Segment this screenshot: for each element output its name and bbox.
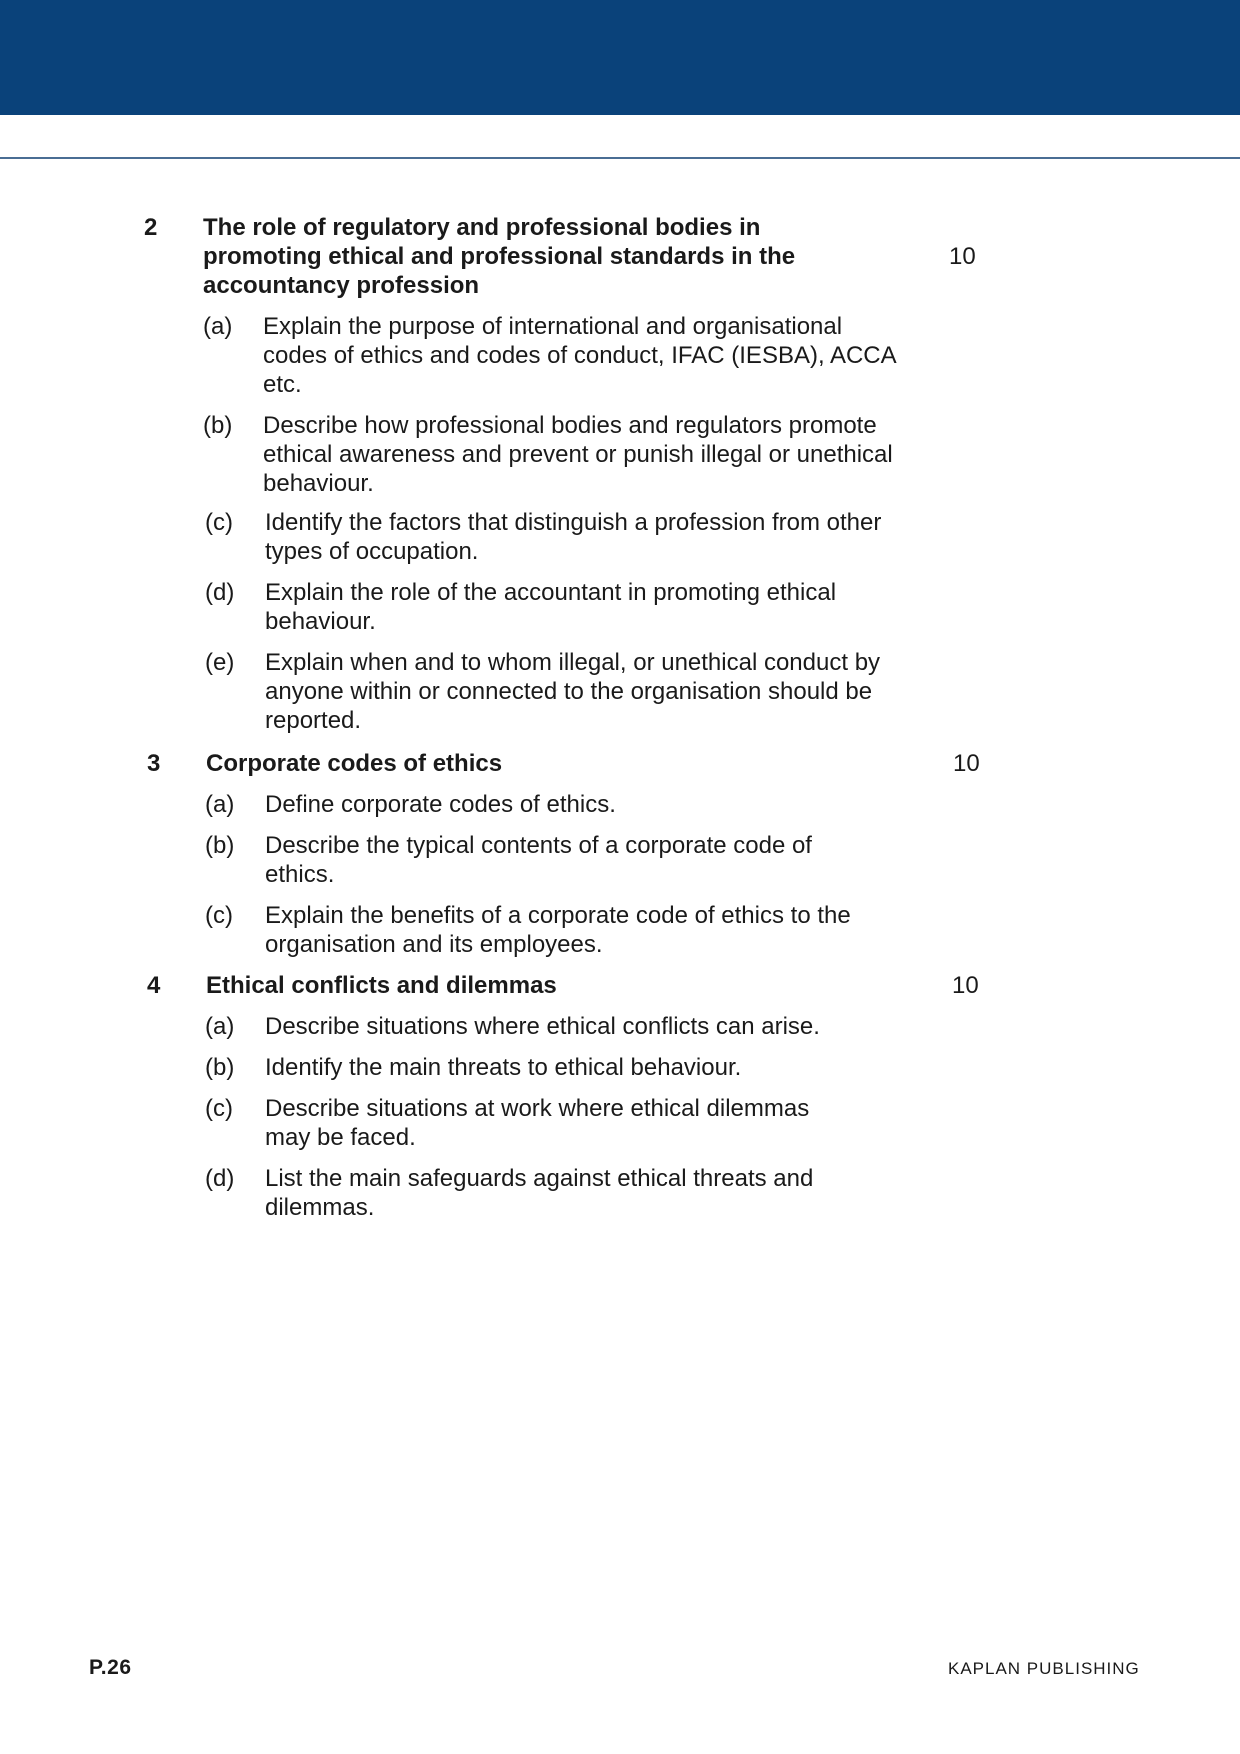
header-rule (0, 157, 1240, 159)
publisher-name: KAPLAN PUBLISHING (948, 1659, 1140, 1678)
item-letter: (b) (205, 832, 235, 859)
item-text: Explain when and to whom illegal, or unethical conduct by anyone within or connected to the organisation should be reported. (265, 649, 881, 734)
list-item (205, 790, 905, 820)
list-item (203, 312, 903, 402)
section-number: 2 (144, 214, 158, 241)
list-item (205, 578, 905, 638)
item-letter: (b) (203, 412, 233, 439)
list-item (205, 648, 905, 738)
list-item (205, 508, 905, 568)
list-item (205, 901, 905, 961)
item-letter: (d) (205, 579, 235, 606)
section-number: 4 (147, 972, 161, 999)
item-letter: (e) (205, 649, 235, 676)
item-letter: (a) (205, 1013, 235, 1040)
item-text: Describe situations where ethical conflicts can arise. (265, 1013, 820, 1040)
item-letter: (b) (205, 1054, 235, 1081)
list-item (205, 831, 905, 891)
section-hours: 10 (949, 243, 976, 270)
section-title: Ethical conflicts and dilemmas (206, 972, 557, 999)
list-item (205, 1012, 905, 1042)
item-letter: (d) (205, 1165, 235, 1192)
section-number: 3 (147, 750, 161, 777)
item-text: Explain the role of the accountant in promoting ethical behaviour. (265, 579, 837, 635)
section-title: The role of regulatory and professional bodies in promoting ethical and professional standards in the accountancy profession (203, 214, 796, 299)
item-text: Identify the main threats to ethical behaviour. (265, 1054, 742, 1081)
item-text: Describe how professional bodies and regulators promote ethical awareness and prevent or punish illegal or unethical behaviour. (263, 412, 893, 497)
item-letter: (c) (205, 509, 233, 536)
item-letter: (c) (205, 1095, 233, 1122)
page-number: P.26 (89, 1656, 132, 1679)
item-text: List the main safeguards against ethical threats and dilemmas. (265, 1165, 814, 1221)
item-text: Identify the factors that distinguish a profession from other types of occupation. (265, 509, 882, 565)
header-band (0, 0, 1240, 115)
list-item (203, 411, 903, 501)
list-item (205, 1094, 905, 1154)
section-title: Corporate codes of ethics (206, 750, 503, 777)
item-text: Explain the benefits of a corporate code of ethics to the organisation and its employees. (265, 902, 851, 958)
list-item (205, 1053, 905, 1083)
section-hours: 10 (953, 750, 980, 777)
item-letter: (a) (203, 313, 233, 340)
item-letter: (c) (205, 902, 233, 929)
item-text: Define corporate codes of ethics. (265, 791, 616, 818)
item-text: Describe situations at work where ethical dilemmas may be faced. (265, 1095, 810, 1151)
item-letter: (a) (205, 791, 235, 818)
list-item (205, 1164, 905, 1224)
item-text: Explain the purpose of international and organisational codes of ethics and codes of conduct, IFAC (IESBA), ACCA etc. (263, 313, 896, 398)
section-hours: 10 (952, 972, 979, 999)
item-text: Describe the typical contents of a corporate code of ethics. (265, 832, 812, 888)
